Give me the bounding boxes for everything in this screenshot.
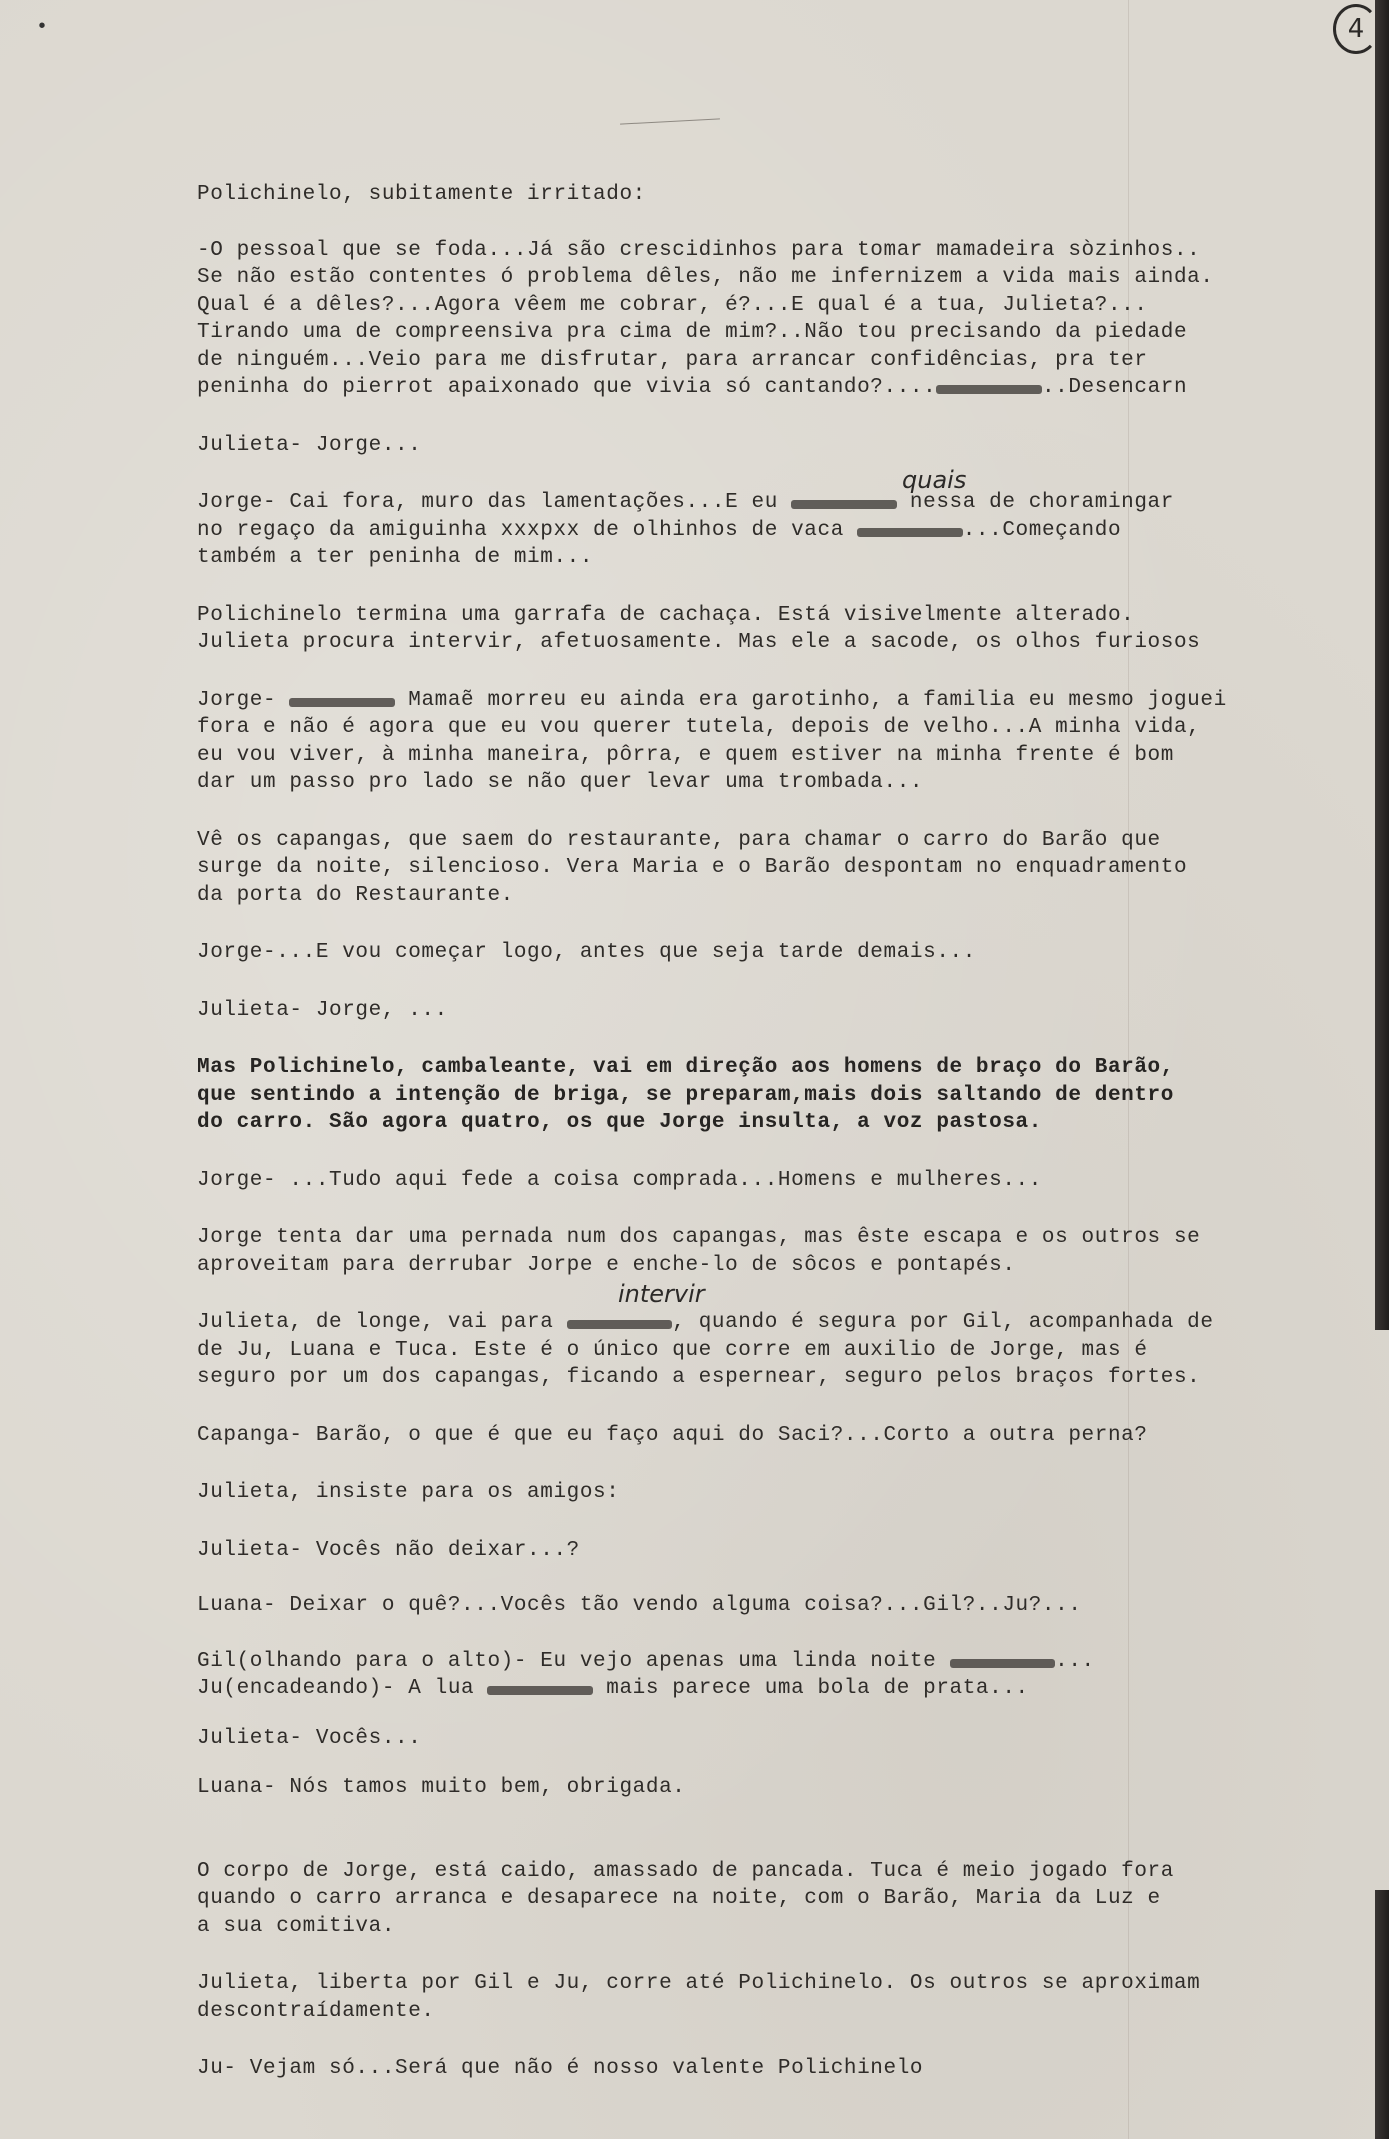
page-number-circled: 4 [1333,4,1379,54]
paragraph-spacer [197,572,1377,602]
script-paragraph [197,1648,1377,1703]
script-paragraph [197,237,1377,402]
script-line: quando o carro arranca e desaparece na noite, com o Barão, Maria da Luz e [197,1887,1161,1910]
struck-out-text [289,687,395,715]
script-line: surge da noite, silencioso. Vera Maria e o Barão despontam no enquadramento [197,856,1188,879]
paragraph-spacer [197,402,1377,432]
script-line: Polichinelo termina uma garrafa de cachaça. Está visivelmente alterado. [197,603,1135,627]
handwritten-annotation-quais: quais [902,466,967,494]
script-paragraph [197,181,1377,209]
script-paragraph [197,827,1377,910]
script-line: a sua comitiva. [197,1914,396,1938]
paragraph-spacer [197,1752,1377,1774]
paragraph-spacer [197,1507,1377,1537]
struck-out-text [487,1675,593,1703]
script-line: descontraídamente. [197,1999,435,2023]
paragraph-spacer [197,1802,1377,1858]
script-line: Julieta, insiste para os amigos: [197,1481,620,1504]
paragraph-spacer [197,1449,1377,1479]
script-line: Julieta- Vocês não deixar...? [197,1538,580,1562]
script-paragraph [197,687,1377,797]
scan-edge-shadow-top [1375,0,1389,1330]
paragraph-spacer [197,1024,1377,1054]
script-paragraph [197,1537,1377,1565]
paragraph-spacer [197,1194,1377,1224]
script-line: -O pessoal que se foda...Já são crescidinhos para tomar mamadeira sòzinhos.. [197,238,1201,262]
script-line: de ninguém...Veio para me disfrutar, para arrancar confidências, pra ter [197,348,1148,372]
script-line: Jorge tenta dar uma pernada num dos capangas, mas êste escapa e os outros se [197,1226,1201,1249]
struck-out-text [567,1309,673,1337]
script-line: eu vou viver, à minha maneira, pôrra, e quem estiver na minha frente é bom [197,743,1174,767]
paragraph-spacer [197,1940,1377,1970]
struck-out-text [791,489,897,517]
script-paragraph [197,1970,1377,2025]
struck-out-text [936,374,1042,402]
script-line: Jorge- ...Tudo aqui fede a coisa comprada...Homens e mulheres... [197,1168,1042,1192]
script-line: também a ter peninha de mim... [197,546,594,569]
script-paragraph [197,1309,1377,1392]
script-line: O corpo de Jorge, está caido, amassado de pancada. Tuca é meio jogado fora [197,1859,1174,1883]
script-paragraph [197,1858,1377,1941]
script-paragraph [197,1167,1377,1195]
paragraph-spacer [197,1703,1377,1725]
typewritten-script-body [197,181,1377,2083]
script-line: Se não estão contentes ó problema dêles, não me infernizem a vida mais ainda. [197,266,1214,289]
script-paragraph [197,489,1377,572]
script-paragraph [197,997,1377,1025]
script-line: Julieta- Jorge, ... [197,998,448,1022]
script-paragraph [197,1479,1377,1507]
script-line: de Ju, Luana e Tuca. Este é o único que corre em auxilio de Jorge, mas é [197,1338,1148,1362]
script-line: Mas Polichinelo, cambaleante, vai em direção aos homens de braço do Barão, [197,1056,1174,1079]
script-line: Julieta- Vocês... [197,1726,422,1750]
script-line: Julieta procura intervir, afetuosamente. Mas ele a sacode, os olhos furiosos [197,631,1201,654]
struck-out-text [950,1648,1056,1676]
script-paragraph [197,2055,1377,2083]
corner-ink-mark: • [36,16,49,39]
paragraph-spacer [197,1392,1377,1422]
paragraph-spacer [197,459,1377,489]
script-line: Luana- Deixar o quê?...Vocês tão vendo alguma coisa?...Gil?..Ju?... [197,1594,1082,1617]
script-paragraph [197,1224,1377,1279]
script-line: seguro por um dos capangas, ficando a espernear, seguro pelos braços fortes. [197,1366,1201,1389]
handwritten-annotation-intervir: intervir [618,1280,705,1308]
paragraph-spacer [197,1279,1377,1309]
script-line: Capanga- Barão, o que é que eu faço aqui do Saci?...Corto a outra perna? [197,1423,1148,1447]
script-paragraph [197,1422,1377,1450]
paragraph-spacer [197,797,1377,827]
script-paragraph [197,1774,1377,1802]
struck-out-text [857,517,963,545]
paragraph-spacer [197,657,1377,687]
script-line: aproveitam para derrubar Jorpe e enche-lo de sôcos e pontapés. [197,1253,1016,1277]
script-line: que sentindo a intenção de briga, se preparam,mais dois saltando de dentro [197,1083,1174,1107]
script-line: Jorge- Cai fora, muro das lamentações...E eu nessa de choramingar [197,489,1377,517]
paragraph-spacer [197,1137,1377,1167]
script-line: Polichinelo, subitamente irritado: [197,183,646,206]
script-paragraph [197,1054,1377,1137]
script-line: da porta do Restaurante. [197,883,514,907]
paragraph-spacer [197,2025,1377,2055]
script-line: Gil(olhando para o alto)- Eu vejo apenas uma linda noite ... [197,1648,1377,1676]
script-line: Jorge- Mamaẽ morreu eu ainda era garotinho, a familia eu mesmo joguei [197,687,1377,715]
paragraph-spacer [197,967,1377,997]
script-line: Julieta, de longe, vai para , quando é segura por Gil, acompanhada de [197,1309,1377,1337]
script-line: Julieta, liberta por Gil e Ju, corre até Polichinelo. Os outros se aproximam [197,1972,1201,1995]
script-line: Ju- Vejam só...Será que não é nosso valente Polichinelo [197,2057,924,2080]
script-paragraph [197,1592,1377,1620]
paragraph-spacer [197,909,1377,939]
script-paragraph [197,939,1377,967]
script-line: dar um passo pro lado se não quer levar uma trombada... [197,771,924,794]
scan-edge-shadow-bottom [1375,1890,1389,2139]
script-line: Julieta- Jorge... [197,433,422,457]
script-line: peninha do pierrot apaixonado que vivia só cantando?.... ..Desencarn [197,374,1377,402]
script-line: Qual é a dêles?...Agora vêem me cobrar, é?...E qual é a tua, Julieta?... [197,293,1148,317]
script-paragraph [197,432,1377,460]
paragraph-spacer [197,1564,1377,1592]
script-line: Ju(encadeando)- A lua mais parece uma bola de prata... [197,1675,1377,1703]
script-line: Jorge-...E vou começar logo, antes que seja tarde demais... [197,941,976,964]
paragraph-spacer [197,1620,1377,1648]
script-line: Vê os capangas, que saem do restaurante, para chamar o carro do Barão que [197,828,1161,852]
script-paragraph [197,602,1377,657]
script-line: do carro. São agora quatro, os que Jorge insulta, a voz pastosa. [197,1111,1042,1134]
paragraph-spacer [197,209,1377,237]
script-line: no regaço da amiguinha xxxpxx de olhinhos de vaca ...Começando [197,517,1377,545]
script-line: Tirando uma de compreensiva pra cima de mim?..Não tou precisando da piedade [197,321,1188,344]
script-line: fora e não é agora que eu vou querer tutela, depois de velho...A minha vida, [197,716,1201,739]
script-paragraph [197,1725,1377,1753]
script-line: Luana- Nós tamos muito bem, obrigada. [197,1776,686,1799]
